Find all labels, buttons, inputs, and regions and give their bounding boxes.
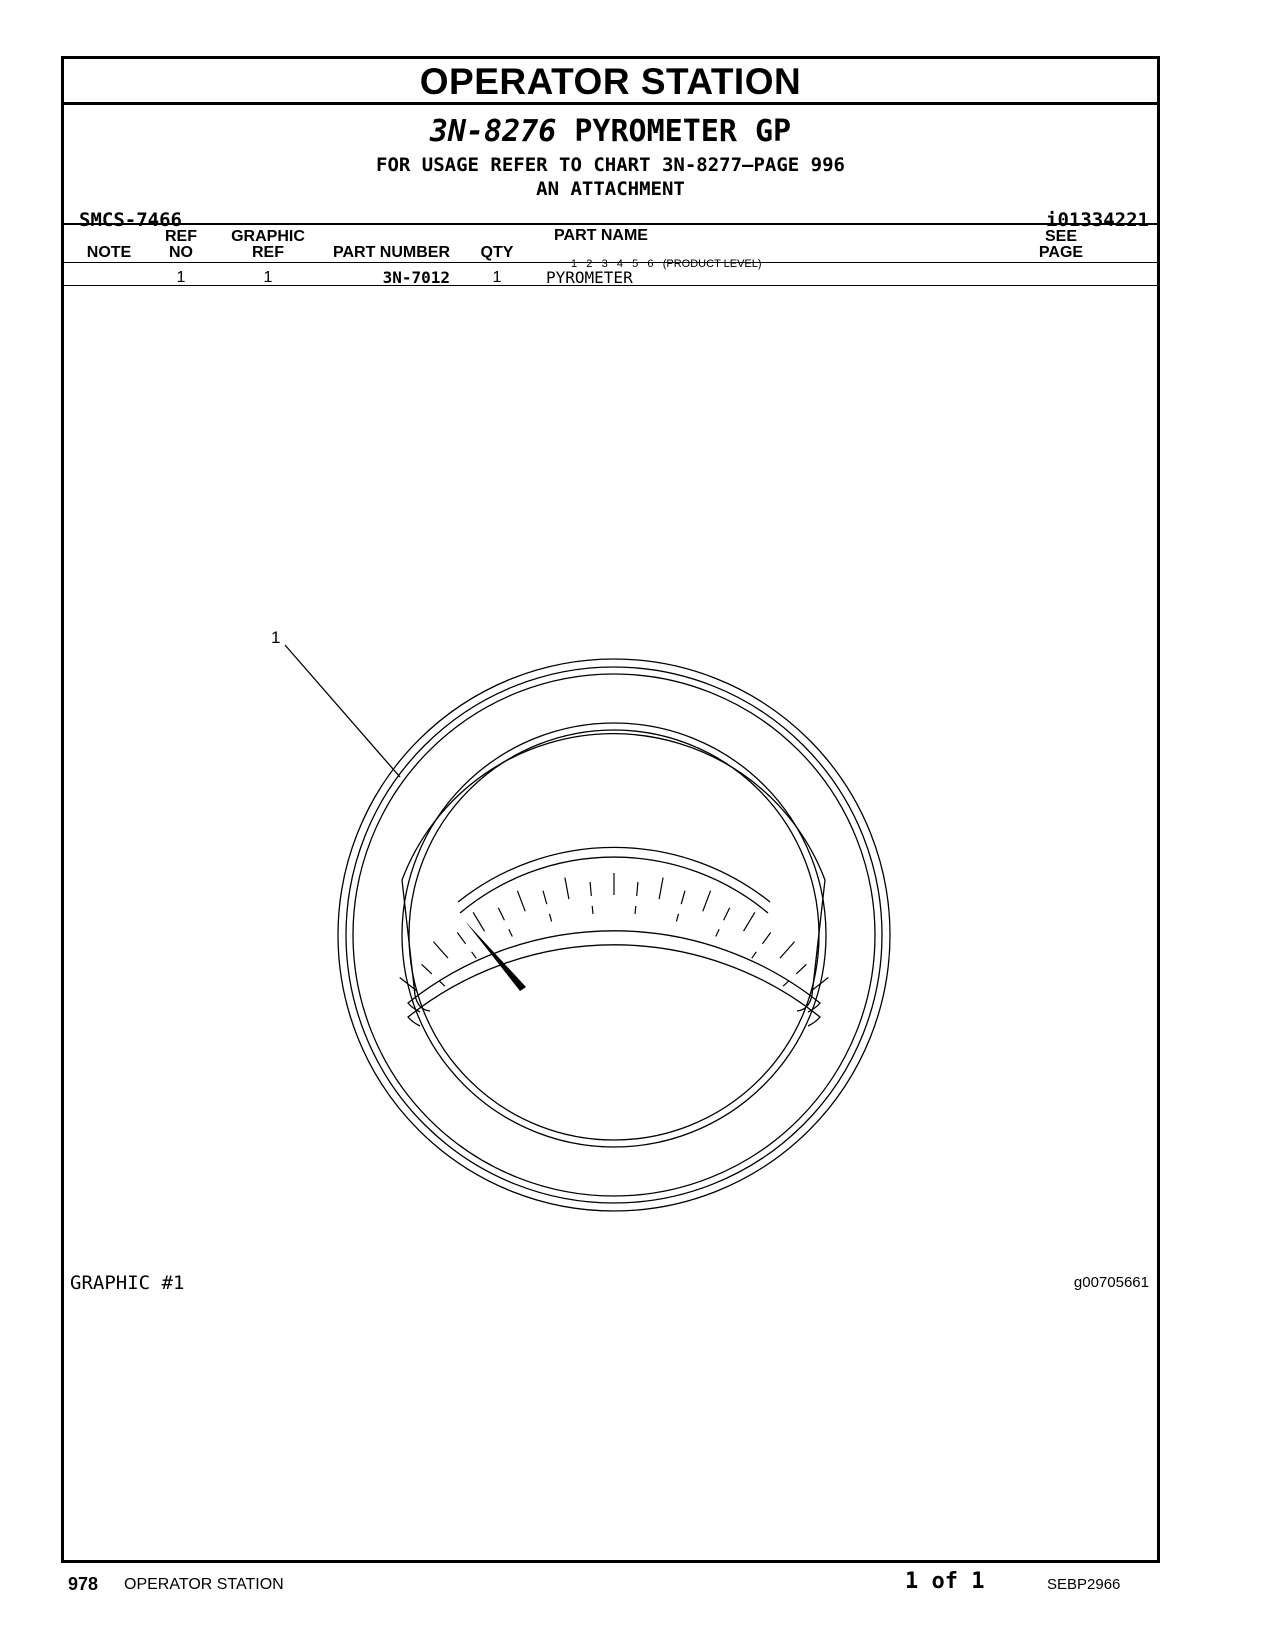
row-part-number: 3N-7012 [382,268,450,287]
scale-tick-inner [472,952,477,959]
footer-page-number: 978 [68,1574,99,1594]
smcs-code: SMCS-7466 [79,209,182,231]
col-part-number: PART NUMBER [332,244,450,261]
scale-tick-inner [635,906,636,914]
section-title: OPERATOR STATION [419,61,802,102]
row-qty: 1 [492,269,502,286]
attachment-line: AN ATTACHMENT [536,178,685,200]
scale-tick [565,878,569,900]
info-id: i01334221 [1046,209,1149,231]
group-part-number: 3N-8276 [429,114,557,149]
scale-tick-inner [439,981,445,987]
scale-tick [498,908,504,921]
scale-tick-inner [716,929,720,936]
col-graphic-ref-2: REF [252,244,284,261]
scale-tick [703,891,711,912]
row-ref-no: 1 [176,269,186,286]
scale-tick [433,942,448,959]
product-level-label: (PRODUCT LEVEL) [662,258,762,270]
footer-page-count: 1 of 1 [905,1569,985,1594]
col-graphic-ref-1: GRAPHIC [231,228,305,245]
graphic-label: GRAPHIC #1 [70,1272,185,1294]
callout-number: 1 [271,628,281,647]
scale-tick [780,942,795,959]
scale-tick-inner [592,906,593,914]
footer-section: OPERATOR STATION [124,1576,284,1593]
bezel-middle-ring [346,667,882,1203]
gauge-face-ring [402,723,826,1147]
scale-tick-inner [509,929,513,936]
scale-tick [659,878,663,900]
row-graphic-ref: 1 [263,269,273,286]
product-level-numbers: 1 2 3 4 5 6 [571,258,654,270]
gauge-face-inner-ring [409,730,819,1140]
scale-tick-inner [676,914,678,922]
scale-tick [473,912,484,931]
scale-tick [422,964,432,974]
scale-tick [517,891,525,912]
scale-tick-inner [783,981,789,987]
col-ref-no-1: REF [165,228,197,245]
callout-leader-line [285,645,400,777]
col-ref-no-2: NO [169,244,193,261]
group-name: PYROMETER GP [574,114,792,149]
col-see-page-2: PAGE [1038,244,1084,261]
scale-tick [543,891,547,905]
scale-tick-inner [550,914,552,922]
scale-tick [590,882,591,896]
col-note: NOTE [86,244,132,261]
scale-tick [744,912,755,931]
bezel-inner-ring [353,674,875,1196]
bezel-outer-ring [338,659,890,1211]
scale-tick [457,933,465,944]
row-part-name: PYROMETER [546,268,633,287]
dial-lower-window-edge-inner [408,945,820,1026]
col-see-page-1: SEE [1044,228,1077,245]
footer-document-id: SEBP2966 [1047,1576,1121,1593]
scale-tick [637,882,638,896]
graphic-id: g00705661 [1073,1274,1149,1291]
scale-ticks [400,873,829,991]
usage-line: FOR USAGE REFER TO CHART 3N-8277—PAGE 996 [376,154,845,176]
col-part-name: PART NAME [554,227,648,244]
dial-window-outline [402,734,825,1011]
scale-tick [681,891,685,905]
scale-tick [762,933,770,944]
dial-lower-window-edge [408,931,820,1012]
scale-tick [724,908,730,921]
col-qty: QTY [480,244,514,261]
scale-tick [796,964,806,974]
scale-tick-inner [752,952,757,959]
